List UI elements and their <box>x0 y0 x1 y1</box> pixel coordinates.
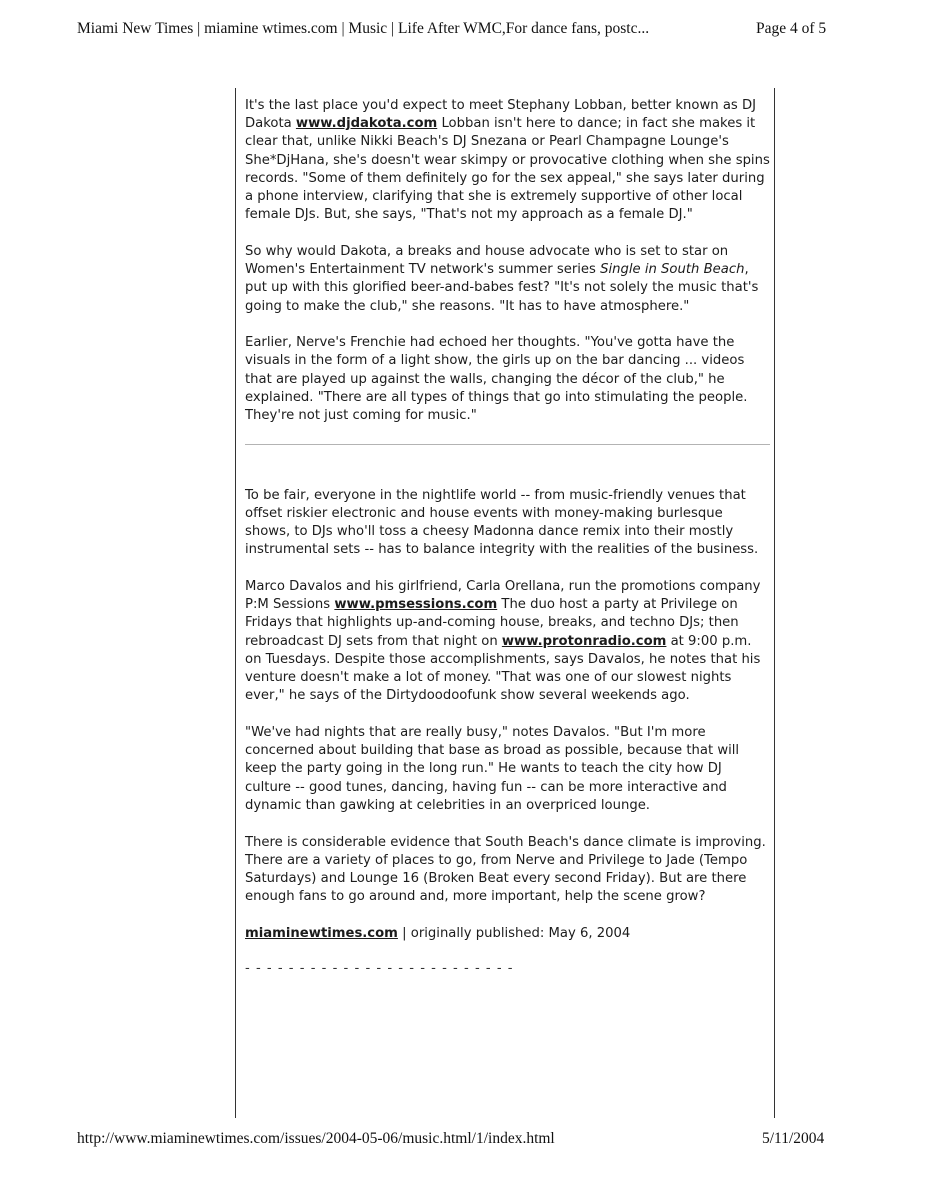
show-title: Single in South Beach <box>600 262 745 278</box>
paragraph: So why would Dakota, a breaks and house advocate who is set to star on Women's Entertainment TV network's summer series Single in South Beach, put up with this glorified beer-and-babes fest? "It's not solely the music that's going to make the club," she reasons. "It has to have atmosphere." <box>245 243 759 314</box>
paragraph: "We've had nights that are really busy," notes Davalos. "But I'm more concerned about building that base as broad as possible, because that will keep the party going in the long run." He wants to teach the city how DJ culture -- good tunes, dancing, having fun -- can be more interactive and dynamic than gawking at celebrities in an overpriced lounge. <box>245 724 740 813</box>
footer-url: http://www.miaminewtimes.com/issues/2004-05-06/music.html/1/index.html <box>77 1130 555 1147</box>
paragraph: There is considerable evidence that South Beach's dance climate is improving. There are a variety of places to go, from Nerve and Privilege to Jade (Tempo Saturdays) and Lounge 16 (Broken Beat every second Friday). But are there enough fans to go around and, more important, help the scene grow? <box>245 834 766 905</box>
print-date: 5/11/2004 <box>762 1130 825 1147</box>
page-number: Page 4 of 5 <box>756 20 827 37</box>
paragraph: To be fair, everyone in the nightlife world -- from music-friendly venues that offset riskier electronic and house events with money-making burlesque shows, to DJs who'll toss a cheesy Madonna dance remix into their mostly instrumental sets -- has to balance integrity with the realities of the business. <box>245 487 759 558</box>
djdakota-link[interactable]: www.djdakota.com <box>295 116 438 132</box>
publication-credit: miaminewtimes.com | originally published: May 6, 2004 <box>245 925 631 941</box>
dashed-separator: - - - - - - - - - - - - - - - - - - - - - - - - - <box>245 960 514 976</box>
paragraph: Marco Davalos and his girlfriend, Carla Orellana, run the promotions company P:M Sessions www.pmsessions.com The duo host a party at Privilege on Fridays that highlights up-and-coming house, breaks, and techno DJs; then rebroadcast DJ sets from that night on www.protonradio.com at 9:00 p.m. on Tuesdays. Despite those accomplishments, says Davalos, he notes that his venture doesn't make a lot of money. "That was one of our slowest nights ever," he says of the Dirtydoodoofunk show several weekends ago. <box>245 579 761 704</box>
protonradio-link[interactable]: www.protonradio.com <box>501 633 667 649</box>
paragraph: Earlier, Nerve's Frenchie had echoed her thoughts. "You've gotta have the visuals in the form of a light show, the girls up on the bar dancing ... videos that are played up against the walls, changing the décor of the club," he explained. "There are all types of things that go into stimulating the people. They're not just coming for music." <box>245 335 748 424</box>
header-title: Miami New Times | miamine wtimes.com | Music | Life After WMC,For dance fans, postc... <box>77 20 650 37</box>
pmsessions-link[interactable]: www.pmsessions.com <box>334 597 498 613</box>
section-divider <box>245 444 770 445</box>
paragraph: It's the last place you'd expect to meet Stephany Lobban, better known as DJ Dakota www.djdakota.com Lobban isn't here to dance; in fact she makes it clear that, unlike Nikki Beach's DJ Snezana or Pearl Champagne Lounge's She*DjHana, she's doesn't wear skimpy or provocative clothing when she spins records. "Some of them definitely go for the sex appeal," she says later during a phone interview, clarifying that she is extremely supportive of other local female DJs. But, she says, "That's not my approach as a female DJ." <box>245 98 770 223</box>
article-body <box>245 97 770 978</box>
miaminewtimes-link[interactable]: miaminewtimes.com <box>245 925 398 941</box>
